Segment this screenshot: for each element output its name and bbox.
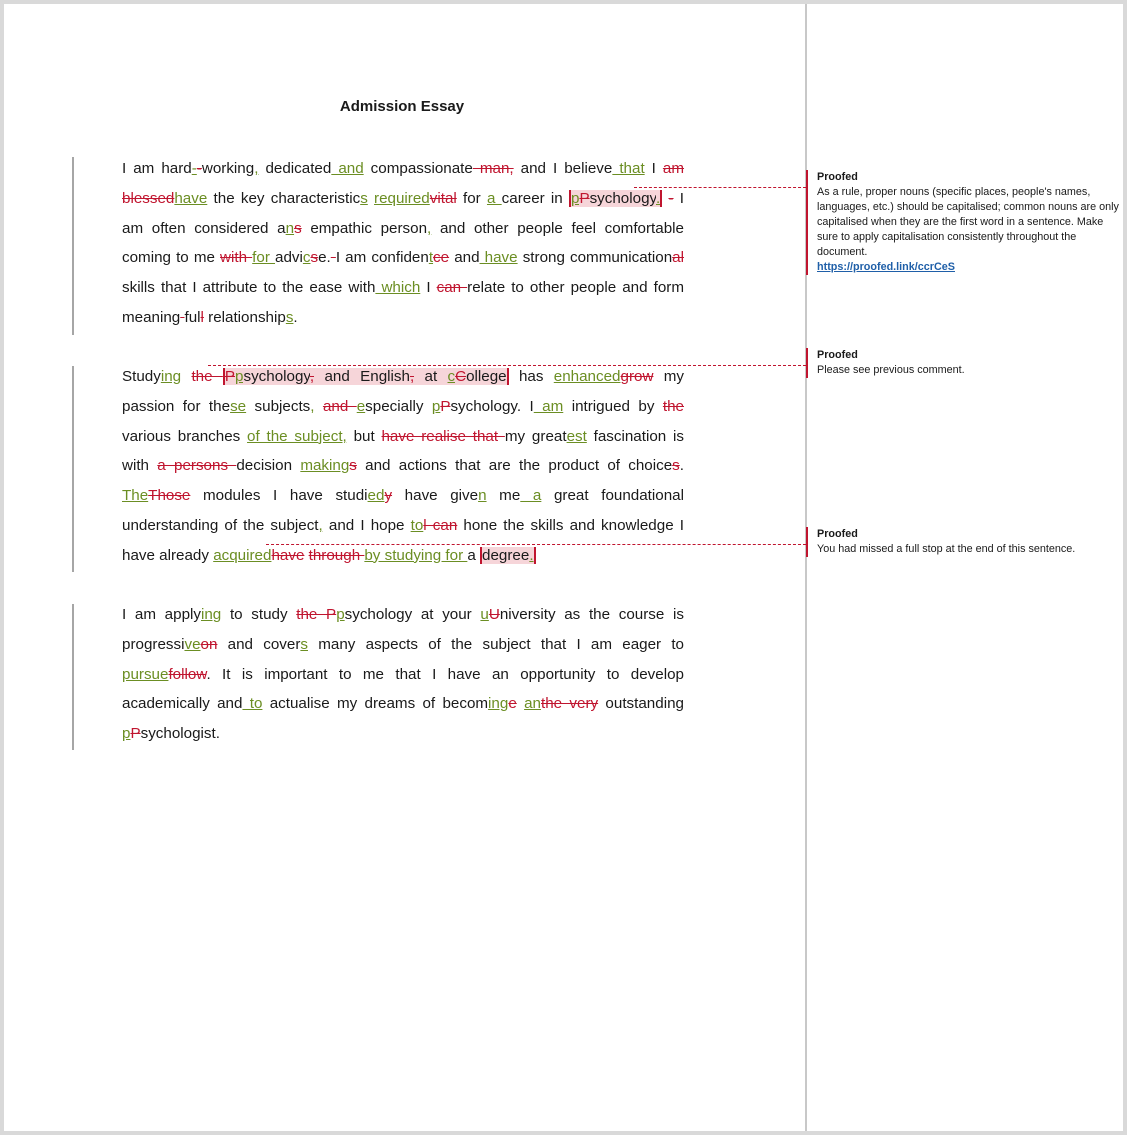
text-run: the key characteristic — [207, 189, 361, 207]
tracked-insertion: s — [360, 189, 368, 207]
tracked-insertion: ing — [160, 368, 182, 385]
text-run: ollege — [466, 368, 507, 385]
text-run: . — [679, 457, 684, 475]
text-run: my passion for the — [122, 368, 684, 415]
tracked-insertion: e — [356, 397, 366, 415]
tracked-insertion: s — [300, 635, 308, 653]
essay-paragraph[interactable] — [122, 362, 684, 571]
tracked-insertion: , — [427, 219, 432, 237]
tracked-insertion: n — [478, 487, 487, 505]
tracked-insertion: est — [566, 427, 587, 445]
text-run: various branches — [122, 427, 248, 445]
tracked-deletion: s — [349, 457, 357, 475]
text-run: empathic person — [301, 219, 428, 237]
text-run: sychology at your — [344, 606, 481, 623]
tracked-insertion: p — [336, 606, 345, 623]
text-run: sychologist. — [140, 725, 220, 743]
tracked-deletion: have realise that — [381, 427, 505, 445]
tracked-deletion: am blessed — [122, 160, 685, 207]
change-bar — [72, 366, 74, 572]
text-run: my great — [504, 427, 567, 445]
text-run — [315, 398, 323, 415]
comment-connector — [634, 187, 806, 188]
tracked-insertion: to — [242, 695, 263, 713]
tracked-insertion: . — [656, 189, 661, 207]
text-run: relationship — [203, 308, 286, 326]
text-run: I am confiden — [335, 249, 429, 267]
text-run: has — [508, 368, 554, 385]
tracked-insertion: a — [520, 487, 542, 505]
tracked-deletion: Those — [148, 487, 191, 505]
tracked-deletion: y — [384, 487, 393, 505]
tracked-deletion: s — [294, 219, 302, 237]
text-run: great foundational understanding of the subject — [122, 487, 684, 534]
tracked-insertion: t — [428, 249, 434, 267]
text-run: modules I have studi — [190, 487, 368, 505]
comment-author: Proofed — [817, 171, 858, 183]
essay-paragraph[interactable] — [122, 600, 684, 749]
text-run: e. — [318, 249, 331, 267]
text-run — [181, 368, 191, 385]
text-run: I am often considered a — [122, 189, 684, 237]
tracked-insertion: , — [310, 397, 315, 415]
comment-link[interactable]: https://proofed.link/ccrCeS — [817, 261, 955, 273]
text-run: actualise my dreams of becom — [262, 695, 489, 713]
text-run: skills that I attribute to the ease with — [122, 279, 376, 297]
comment-connector — [266, 544, 806, 545]
text-run: at — [414, 368, 448, 385]
comment-balloon[interactable] — [806, 348, 1125, 378]
text-run: advi — [275, 249, 303, 267]
text-run: dedicated — [258, 160, 332, 177]
tracked-insertion: The — [122, 487, 149, 505]
comment-text: Please see previous comment. — [817, 364, 965, 376]
tracked-insertion: se — [230, 397, 247, 415]
text-run: me — [486, 487, 521, 505]
text-run: working — [201, 160, 255, 177]
text-run: ful — [184, 308, 201, 326]
tracked-deletion: l — [200, 308, 204, 326]
tracked-deletion: P — [224, 368, 236, 385]
text-run: hone the skills and knowledge I have already — [122, 516, 684, 564]
text-run: I am apply — [122, 606, 201, 623]
text-run: and other people feel comfortable coming to me — [122, 219, 684, 267]
comment-text: As a rule, proper nouns (specific places, people's names, languages, etc.) should be capitalised; common nouns are only capitalised when they are the first word in a sentence. Make sure to apply capitalisation consistently throughout the document. — [817, 186, 1119, 258]
tracked-insertion: c — [302, 249, 311, 267]
text-run: decision — [236, 457, 301, 475]
tracked-deletion: ce — [433, 249, 450, 267]
tracked-deletion: with — [220, 249, 253, 267]
tracked-insertion: enhanced — [553, 368, 621, 385]
tracked-insertion: that — [612, 160, 645, 177]
text-run: and I hope — [322, 516, 411, 534]
tracked-insertion: making — [300, 457, 350, 475]
text-run: career in — [501, 189, 569, 207]
tracked-deletion: on — [200, 635, 218, 653]
text-run: outstanding — [598, 695, 684, 713]
text-run: . — [293, 308, 298, 326]
tracked-deletion: the — [191, 368, 223, 385]
tracked-insertion: ed — [367, 487, 385, 505]
tracked-deletion: and — [322, 397, 357, 415]
tracked-insertion: - — [191, 160, 197, 177]
tracked-deletion: follow — [168, 665, 207, 683]
text-run: subjects — [246, 397, 311, 415]
text-run: . It is important to me that I have an opportunity to develop academically and — [122, 665, 684, 713]
document-title: Admission Essay — [339, 98, 465, 115]
text-run: and I believe — [513, 160, 613, 177]
text-run: many aspects of the subject that I am eager to — [308, 635, 685, 653]
text-run: but — [346, 427, 382, 445]
tracked-deletion: the — [662, 397, 684, 415]
tracked-insertion: , — [254, 160, 259, 177]
text-run: sychology — [589, 189, 656, 207]
comment-author: Proofed — [817, 528, 858, 540]
tracked-deletion: vital — [429, 189, 457, 207]
tracked-insertion: by studying for — [364, 546, 468, 564]
tracked-deletion: s — [310, 249, 319, 267]
text-run: have give — [392, 487, 479, 505]
tracked-deletion: al — [672, 249, 684, 267]
text-run: specially — [365, 397, 432, 415]
tracked-insertion: . — [529, 546, 534, 564]
tracked-insertion: , — [318, 516, 323, 534]
tracked-deletion: C — [455, 368, 467, 385]
text-run: for — [456, 189, 487, 207]
tracked-insertion: acquired — [213, 546, 272, 564]
text-run — [534, 547, 536, 564]
tracked-insertion: a — [486, 189, 502, 207]
tracked-insertion: c — [447, 368, 456, 385]
tracked-insertion: p — [570, 189, 580, 207]
comment-connector — [208, 365, 806, 366]
tracked-deletion: the very — [541, 695, 599, 713]
tracked-insertion: which — [375, 279, 421, 297]
tracked-deletion: P — [130, 725, 141, 743]
tracked-deletion: l can — [423, 516, 458, 534]
tracked-insertion: of the subject, — [247, 427, 347, 445]
tracked-insertion: am — [533, 397, 564, 415]
tracked-deletion: man, — [472, 160, 514, 177]
comment-balloon[interactable] — [806, 170, 1125, 275]
tracked-insertion: ing — [200, 606, 222, 623]
text-run: and cover — [217, 635, 301, 653]
tracked-insertion: p — [235, 368, 244, 385]
tracked-insertion: required — [374, 189, 430, 207]
comment-balloon[interactable] — [806, 527, 1125, 557]
tracked-deletion: grow — [620, 368, 654, 385]
text-run: compassionate — [363, 160, 473, 177]
tracked-insertion: have — [174, 189, 208, 207]
tracked-insertion: n — [285, 219, 295, 237]
comment-text: You had missed a full stop at the end of this sentence. — [817, 543, 1076, 555]
tracked-deletion: , — [309, 368, 315, 385]
text-run: a — [467, 546, 481, 564]
essay-paragraph[interactable] — [122, 154, 684, 333]
tracked-deletion: e — [508, 695, 517, 713]
tracked-deletion: - — [668, 189, 674, 207]
text-run: sychology. I — [450, 397, 534, 415]
tracked-deletion: can — [436, 279, 468, 297]
tracked-insertion: ve — [184, 635, 201, 653]
tracked-deletion: a persons — [157, 457, 237, 475]
tracked-insertion: ing — [488, 695, 509, 713]
tracked-insertion: to — [410, 516, 424, 534]
comment-author: Proofed — [817, 349, 858, 361]
tracked-insertion: and — [331, 160, 364, 177]
tracked-insertion: pursue — [122, 665, 169, 683]
tracked-deletion: U — [488, 606, 500, 623]
tracked-deletion: P — [579, 189, 590, 207]
text-run: relate to other people and form meaning — [122, 279, 684, 326]
tracked-deletion: , — [409, 368, 415, 385]
text-run: I — [420, 279, 437, 297]
tracked-insertion: an — [524, 695, 541, 713]
text-run: and actions that are the product of choice — [356, 457, 673, 475]
text-run: fascination is with — [122, 427, 684, 475]
change-bar — [72, 157, 74, 335]
tracked-deletion: P — [440, 397, 451, 415]
tracked-deletion: have — [271, 546, 305, 564]
tracked-deletion: - — [196, 160, 202, 177]
text-run: intrigued by — [563, 397, 663, 415]
tracked-insertion: p — [122, 725, 131, 743]
text-run: Study — [122, 368, 161, 385]
tracked-insertion: u — [480, 606, 489, 623]
tracked-insertion: s — [285, 308, 294, 326]
change-bar — [72, 604, 74, 750]
text-run: niversity as the course is progressi — [122, 606, 684, 653]
document-page — [4, 4, 1123, 1131]
tracked-deletion: through — [308, 546, 365, 564]
text-run: I am hard — [122, 160, 192, 177]
tracked-insertion: have — [479, 249, 518, 267]
tracked-deletion: the P — [296, 606, 337, 623]
text-run: sychology — [243, 368, 310, 385]
tracked-insertion: for — [252, 249, 276, 267]
text-run: strong communication — [517, 249, 673, 267]
tracked-insertion: p — [431, 397, 441, 415]
text-run — [517, 695, 524, 712]
text-run: and — [449, 249, 480, 267]
text-run: to study — [221, 606, 297, 623]
text-run: and English — [314, 368, 410, 385]
tracked-deletion: s — [672, 457, 680, 475]
text-run: I — [644, 160, 663, 177]
text-run: degree — [482, 546, 530, 564]
